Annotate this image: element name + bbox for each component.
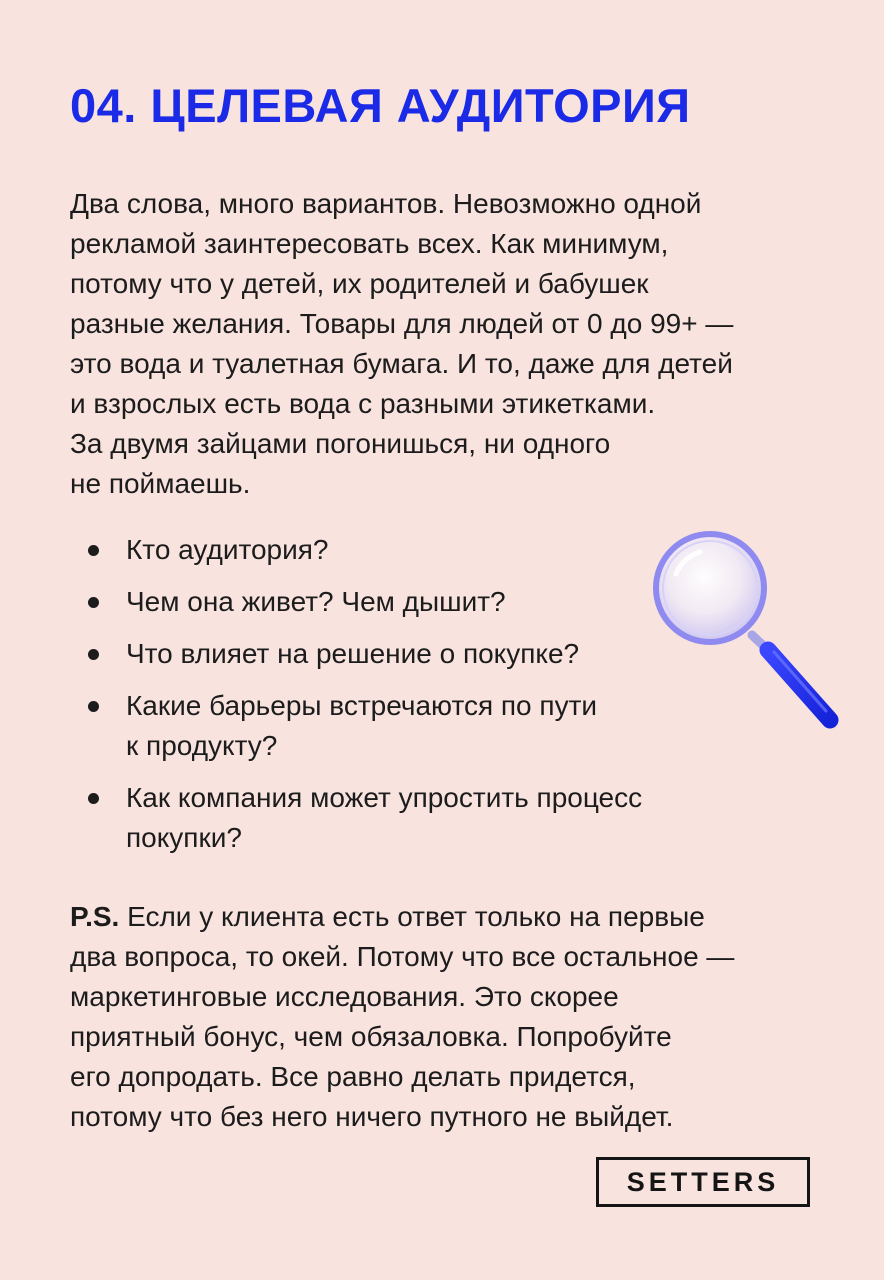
- ps-line: два вопроса, то окей. Потому что все остальное —: [70, 941, 735, 972]
- setters-logo: SETTERS: [596, 1157, 810, 1207]
- bullet-icon: [88, 793, 99, 804]
- list-item-text: Кто аудитория?: [126, 534, 329, 565]
- intro-line: и взрослых есть вода с разными этикетками.: [70, 388, 656, 419]
- ps-line: маркетинговые исследования. Это скорее: [70, 981, 619, 1012]
- list-item: [88, 778, 728, 858]
- list-item: [88, 686, 728, 766]
- ps-line: потому что без него ничего путного не выйдет.: [70, 1101, 674, 1132]
- intro-paragraph: [70, 184, 830, 504]
- intro-line: это вода и туалетная бумага. И то, даже для детей: [70, 348, 733, 379]
- ps-paragraph: [70, 897, 830, 1137]
- bullet-icon: [88, 545, 99, 556]
- intro-line: Два слова, много вариантов. Невозможно одной: [70, 188, 702, 219]
- magnifying-glass-icon: [640, 530, 850, 740]
- list-item-text: Что влияет на решение о покупке?: [126, 638, 580, 669]
- ps-label: P.S.: [70, 901, 120, 932]
- intro-line: За двумя зайцами погонишься, ни одного: [70, 428, 611, 459]
- page-title: 04. ЦЕЛЕВАЯ АУДИТОРИЯ: [70, 79, 691, 132]
- list-item-text: Какие барьеры встречаются по пути: [126, 690, 598, 721]
- list-item-text: Чем она живет? Чем дышит?: [126, 586, 506, 617]
- intro-line: не поймаешь.: [70, 468, 251, 499]
- list-item: [88, 634, 728, 674]
- list-item-text: покупки?: [126, 822, 242, 853]
- intro-line: потому что у детей, их родителей и бабушек: [70, 268, 649, 299]
- intro-line: рекламой заинтересовать всех. Как минимум,: [70, 228, 669, 259]
- list-item: [88, 582, 728, 622]
- list-item-text: Как компания может упростить процесс: [126, 782, 643, 813]
- bullet-icon: [88, 597, 99, 608]
- bullet-icon: [88, 649, 99, 660]
- ps-line: его допродать. Все равно делать придется,: [70, 1061, 636, 1092]
- question-list: [88, 530, 728, 870]
- ps-line: [70, 897, 830, 937]
- list-item-text: к продукту?: [126, 730, 278, 761]
- list-item: [88, 530, 728, 570]
- intro-line: разные желания. Товары для людей от 0 до 99+ —: [70, 308, 734, 339]
- bullet-icon: [88, 701, 99, 712]
- ps-line: приятный бонус, чем обязаловка. Попробуйте: [70, 1021, 672, 1052]
- ps-text: Если у клиента есть ответ только на первые: [119, 901, 705, 932]
